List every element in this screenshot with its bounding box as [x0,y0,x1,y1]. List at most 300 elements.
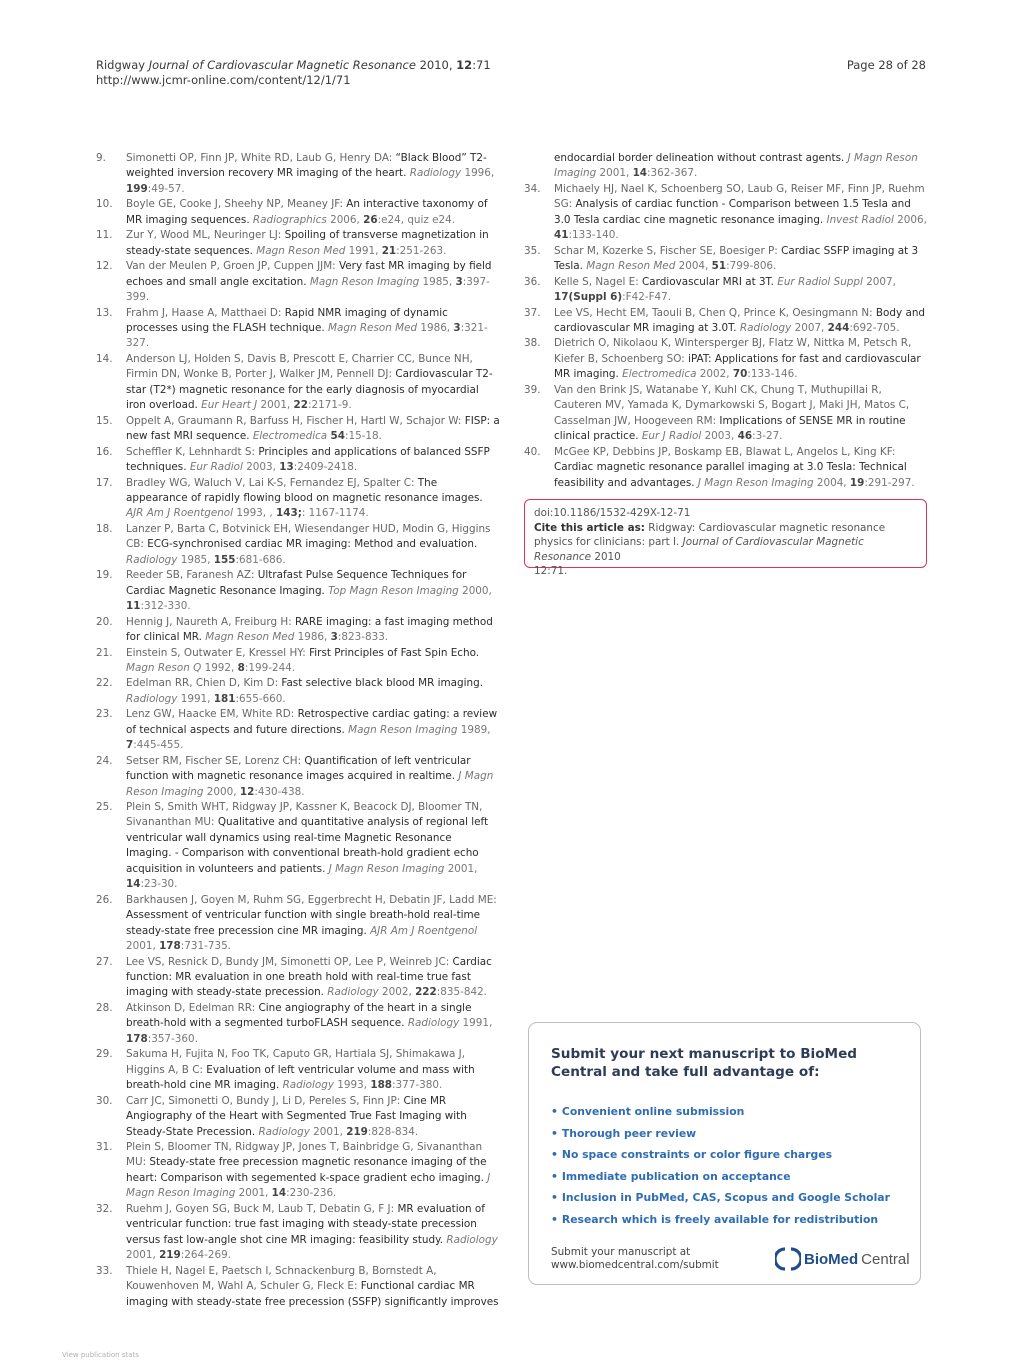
reference-year: 2002, [696,368,733,381]
reference-authors: Schar M, Kozerke S, Fischer SE, Boesiger P: [554,244,782,257]
reference-pages: :15-18. [344,430,382,443]
benefit-label: Immediate publication on acceptance [561,1169,791,1183]
reference-authors: Atkinson D, Edelman RR: [126,1001,259,1014]
reference-journal: Invest Radiol [826,213,894,226]
reference-volume: 11 [126,600,141,613]
reference-volume: 3 [453,321,461,334]
header-citation-line [96,58,926,73]
reference-journal: Eur Radiol Suppl [777,275,863,288]
reference-journal: Radiology [126,692,178,705]
reference-volume: 3 [455,275,463,288]
benefit-item[interactable] [551,1123,890,1145]
reference-title: Cine MR Angiography of the Heart with Segmented True Fast Imaging with Steady-State Precession. [126,1094,467,1138]
reference-volume: 3 [330,631,338,644]
reference-item [96,522,500,568]
header-volume: 12 [456,58,473,72]
reference-title: RARE imaging: a fast imaging method for clinical MR. [126,615,493,644]
reference-volume: 19 [849,476,865,489]
bullet-icon: • [551,1105,558,1118]
reference-journal: J Magn Reson Imaging [126,1171,491,1200]
reference-year: 2006, [326,213,364,226]
submit-footer-line1: Submit your manuscript at [551,1246,691,1258]
logo-text-biomed: BioMed [804,1250,859,1268]
reference-pages: :199-244. [244,661,296,674]
reference-journal: J Magn Reson Imaging [554,152,918,180]
reference-title: Cine angiography of the heart in a single breath-hold with a segmented turboFLASH sequence. [126,1001,472,1030]
reference-authors: Simonetti OP, Finn JP, White RD, Laub G, Henry DA: [126,152,396,164]
reference-title: Steady-state free precession magnetic resonance imaging of the heart: Comparison with segemented k-space gradient echo imaging. [126,1156,488,1184]
reference-title: MR evaluation of ventricular function: true fast imaging with steady-state precession versus fast low-angle shot cine MR imaging: feasibility study. [126,1202,485,1246]
reference-pages: :3-27. [752,430,783,443]
reference-item [524,445,928,491]
reference-item [96,306,500,352]
reference-item [524,275,928,306]
reference-year: 2002, [378,986,416,999]
running-header [96,58,926,88]
reference-authors: Plein S, Smith WHT, Ridgway JP, Kassner K, Beacock DJ, Bloomer TN, Sivananthan MU: [126,801,483,829]
reference-volume: 70 [732,368,748,381]
reference-item [96,1001,500,1047]
reference-title: Cardiovascular T2-star (T2*) magnetic resonance for the early diagnosis of myocardial iron overload. [126,368,493,412]
reference-year: 2001, [257,399,294,412]
benefit-label: Convenient online submission [561,1105,745,1118]
reference-authors: Plein S, Bloomer TN, Ridgway JP, Jones T, Bainbridge G, Sivananthan MU: [126,1141,483,1169]
reference-pages: :49-57. [147,182,185,195]
reference-number: 22. [96,677,113,690]
reference-volume: 199 [126,182,148,195]
citation-article: :71. [547,565,568,577]
reference-authors: Carr JC, Simonetti O, Bundy J, Li D, Pereles S, Finn JP: [126,1094,404,1107]
reference-pages: :681-686. [235,553,286,566]
reference-authors: Zur Y, Wood ML, Neuringer LJ: [126,229,285,242]
reference-item [524,151,928,182]
reference-pages: :397-399. [126,275,490,304]
publication-stats-link[interactable]: View publication stats [62,1351,139,1359]
header-url[interactable]: http://www.jcmr-online.com/content/12/1/71 [96,73,351,87]
reference-pages: :F42-F47. [622,291,672,304]
reference-journal: Eur Heart J [201,399,258,412]
reference-authors: Einstein S, Outwater E, Kressel HY: [126,646,310,659]
reference-authors: Scheffler K, Lehnhardt S: [126,445,259,458]
reference-authors: Setser RM, Fischer SE, Lorenz CH: [126,754,305,767]
bullet-icon: • [551,1126,558,1140]
reference-number: 27. [96,955,113,968]
reference-authors: Van den Brink JS, Watanabe Y, Kuhl CK, Chung T, Muthupillai R, Cauteren MV, Yamada K, Dymarkowski S, Bogart J, Maki JH, Matos C, Casselman JW, Hoogeveen RM: [554,383,910,427]
reference-journal: Magn Reson Q [126,661,202,674]
reference-title: FISP: a new fast MRI sequence. [126,414,500,443]
reference-item [96,151,500,197]
reference-authors: Ruehm J, Goyen SG, Buck M, Laub T, Debatin G, F J: [126,1202,398,1215]
reference-year: 1991, [459,1017,493,1030]
reference-authors: Edelman RR, Chien D, Kim D: [126,677,282,690]
benefit-label: Research which is freely available for redistribution [561,1212,879,1226]
submit-footer [551,1246,719,1272]
reference-volume: 178 [159,940,181,953]
reference-volume: 155 [213,553,236,566]
reference-pages: :23-30. [140,878,178,891]
reference-number: 33. [96,1264,113,1277]
reference-title: Spoiling of transverse magnetization in steady-state sequences. [126,229,489,257]
reference-number: 23. [96,708,113,721]
benefit-item[interactable] [551,1187,890,1209]
reference-journal: Electromedica [622,368,697,381]
reference-title: iPAT: Applications for fast and cardiovascular MR imaging. [554,352,921,381]
reference-year: 1989, [457,723,491,736]
benefit-item[interactable] [551,1209,890,1231]
reference-item [96,476,500,522]
reference-number: 30. [96,1094,113,1107]
reference-number: 12. [96,260,113,273]
header-author: Ridgway [96,58,146,72]
header-article: :71 [472,58,491,72]
reference-authors: Bradley WG, Waluch V, Lai K-S, Fernandez EJ, Spalter C: [126,476,418,489]
reference-item [96,228,500,259]
reference-year: 1991, [177,692,214,705]
reference-pages: :828-834. [367,1125,419,1138]
citation-year: 2010 [591,550,621,563]
reference-item [96,955,500,1001]
reference-journal: J Magn Reson Imaging [328,862,445,875]
bullet-icon: • [551,1148,558,1161]
reference-item [96,352,500,414]
reference-number: 21. [96,646,113,659]
reference-item [96,615,500,646]
reference-authors: Anderson LJ, Holden S, Davis B, Prescott E, Charrier CC, Bunce NH, Firmin DN, Wonke B, Porter J, Walker JM, Pennell DJ: [126,352,473,381]
reference-number: 15. [96,414,113,427]
biomed-central-logo-icon [775,1246,801,1272]
benefit-label: No space constraints or color figure charges [561,1148,832,1161]
reference-number: 29. [96,1048,113,1061]
reference-journal: Radiology [327,986,379,999]
references-right-column [524,151,928,491]
reference-volume: 26 [363,213,378,226]
reference-number: 34. [524,182,541,195]
reference-volume: 41 [554,229,569,242]
benefit-item[interactable] [551,1144,890,1166]
reference-pages: :133-146. [747,368,798,381]
reference-pages: :291-297. [864,476,915,489]
reference-title: Assessment of ventricular function with single breath-hold real-time steady-state free precession cine MR imaging. [126,909,481,937]
bullet-icon: • [551,1169,558,1183]
citation-box [524,499,927,577]
reference-pages: :230-236. [286,1187,337,1200]
reference-year: 2001, [444,862,478,875]
citation-body: Ridgway: Cardiovascular magnetic resonance physics for clinicians: part I. [534,521,886,548]
reference-title: Cardiac magnetic resonance parallel imaging at 3.0 Tesla: Technical feasibility and advantages. [554,461,907,489]
reference-journal: Magn Reson Imaging [348,723,458,736]
reference-journal: Magn Reson Med [256,244,346,257]
reference-item [96,893,500,955]
reference-number: 32. [96,1202,113,1215]
reference-volume: 219 [346,1125,368,1138]
reference-authors: Reeder SB, Faranesh AZ: [126,569,258,582]
reference-number: 38. [524,337,541,350]
reference-title: Principles and applications of balanced SSFP techniques. [126,445,490,474]
benefit-item[interactable] [551,1166,890,1188]
reference-journal: Radiology [739,321,792,334]
reference-number: 9. [96,152,106,164]
reference-title: Fast selective black blood MR imaging. [281,677,484,690]
biomed-central-logo [775,1246,910,1272]
reference-journal: Eur J Radiol [641,430,702,443]
reference-number: 36. [524,275,541,288]
header-journal: Journal of Cardiovascular Magnetic Resonance [148,58,416,72]
reference-title: Cardiovascular MRI at 3T. [642,275,778,288]
reference-journal: Radiographics [252,213,327,226]
reference-number: 40. [524,445,541,458]
reference-pages: : 1167-1174. [301,507,369,520]
reference-volume: 7 [126,739,134,752]
reference-journal: Radiology [258,1125,310,1138]
reference-item [96,568,500,614]
reference-year: 2000, [458,584,492,597]
reference-volume: 14 [126,878,141,891]
header-year: 2010, [419,58,453,72]
reference-title: First Principles of Fast Spin Echo. [309,646,480,659]
reference-volume: 12 [239,785,255,798]
reference-number: 20. [96,615,113,628]
reference-title: ECG-synchronised cardiac MR imaging: Method and evaluation. [147,538,478,551]
citation-journal: Journal of Cardiovascular Magnetic Resonance [534,536,864,563]
reference-year: 2001, [235,1187,272,1200]
reference-item [96,1140,500,1202]
reference-title: Cardiac SSFP imaging at 3 Tesla. [554,244,919,273]
reference-year: 1986, [417,321,454,334]
reference-journal: Radiology [126,553,178,566]
reference-volume: 51 [711,260,727,273]
reference-pages: :655-660. [235,692,286,705]
reference-authors: Lee VS, Hecht EM, Taouli B, Chen Q, Prince K, Oesingmann N: [554,306,876,319]
reference-authors: Lenz GW, Haacke EM, White RD: [126,708,298,721]
reference-title: Ultrafast Pulse Sequence Techniques for Cardiac Magnetic Resonance Imaging. [126,569,467,597]
reference-title: “Black Blood” T2-weighted inversion recovery MR imaging of the heart. [126,152,487,180]
benefits-list [551,1101,890,1230]
reference-journal: Electromedica [252,430,328,443]
reference-authors: Van der Meulen P, Groen JP, Cuppen JJM: [126,260,339,273]
reference-item [524,306,928,337]
reference-volume: 181 [213,692,236,705]
reference-authors: Frahm J, Haase A, Matthaei D: [126,306,285,319]
reference-item [524,336,928,382]
reference-journal: Magn Reson Imaging [309,275,420,288]
reference-year: 1991, [345,244,382,257]
benefit-label: Inclusion in PubMed, CAS, Scopus and Google Scholar [561,1191,890,1204]
reference-year: 1992, [201,661,238,674]
reference-title: Implications of SENSE MR in routine clinical practice. [554,414,906,443]
reference-number: 28. [96,1001,113,1014]
reference-number: 25. [96,801,113,814]
reference-number: 37. [524,306,541,319]
citation-doi[interactable]: doi:10.1186/1532-429X-12-71 [534,507,691,519]
reference-pages: :430-438. [254,785,305,798]
reference-title: Qualitative and quantitative analysis of regional left ventricular wall dynamics using real-time Magnetic Resonance Imaging. - Comparison with conventional breath-hold gradient echo acquisition in volunteers and patients. [126,816,489,875]
reference-journal: J Magn Reson Imaging [126,770,494,798]
reference-title: Evaluation of left ventricular volume and mass with breath-hold cine MR imaging. [126,1063,475,1092]
reference-year: 1996, [461,167,495,180]
reference-journal: AJR Am J Roentgenol [126,507,234,520]
reference-item [96,1264,500,1310]
reference-item [96,646,500,677]
reference-journal: Eur Radiol [189,461,243,474]
reference-volume: 244 [827,321,850,334]
reference-volume: 22 [293,399,309,412]
reference-year: 1986, [294,631,331,644]
reference-pages: :357-360. [147,1032,198,1045]
reference-title: Rapid NMR imaging of dynamic processes using the FLASH technique. [126,306,448,334]
reference-number: 24. [96,754,113,767]
reference-volume: 46 [737,430,753,443]
reference-item [96,445,500,476]
reference-pages: :264-269. [180,1249,231,1262]
reference-journal: Magn Reson Med [205,631,295,644]
reference-authors: Michaely HJ, Nael K, Schoenberg SO, Laub G, Reiser MF, Finn JP, Ruehm SG: [554,182,925,211]
reference-pages: :e24, quiz e24. [377,213,456,226]
reference-year: 2001, [596,167,633,180]
reference-number: 11. [96,229,113,242]
reference-title: Functional cardiac MR imaging with steady-state free precession (SSFP) significantly improves [126,1280,499,1308]
reference-year: 2003, [242,461,280,474]
reference-volume: 14 [271,1187,287,1200]
reference-pages: :445-455. [133,739,184,752]
reference-authors: Barkhausen J, Goyen M, Ruhm SG, Eggerbrecht H, Debatin JF, Ladd ME: [126,893,497,906]
benefit-item[interactable] [551,1101,890,1123]
reference-number: 35. [524,244,541,257]
reference-year: 2004, [675,260,712,273]
reference-title: Retrospective cardiac gating: a review of technical aspects and future directions. [126,708,498,736]
submit-url[interactable]: www.biomedcentral.com/submit [551,1259,719,1271]
reference-year: 2007, [862,275,896,288]
reference-year: 2000, [203,785,240,798]
reference-number: 26. [96,893,113,906]
reference-title: Body and cardiovascular MR imaging at 3.0T. [554,306,926,334]
reference-pages: :133-140. [568,229,619,242]
reference-year: 2001, [309,1125,347,1138]
reference-item [96,259,500,305]
reference-volume: 21 [381,244,397,257]
reference-title: An interactive taxonomy of MR imaging sequences. [126,198,488,226]
reference-volume: 143; [276,507,302,520]
reference-volume: 219 [159,1249,181,1262]
reference-authors: Dietrich O, Nikolaou K, Wintersperger BJ, Flatz W, Nittka M, Petsch R, Kiefer B, Schoenberg SO: [554,337,912,365]
reference-volume: 14 [632,167,648,180]
reference-year: 2001, [126,1249,160,1262]
reference-item [96,676,500,707]
reference-volume: 178 [126,1032,148,1045]
reference-journal: Radiology [409,167,462,180]
reference-volume: 54 [330,430,345,443]
reference-item [524,182,928,244]
reference-item [96,1094,500,1140]
reference-journal: Radiology [446,1233,498,1246]
reference-journal: Magn Reson Med [328,321,418,334]
reference-pages: :321-327. [126,321,488,350]
citation-volume: 12 [534,565,548,577]
reference-number: 14. [96,352,113,365]
reference-authors: Oppelt A, Graumann R, Barfuss H, Fischer H, Hartl W, Schajor W: [126,414,465,427]
reference-authors: Thiele H, Nagel E, Paetsch I, Schnackenburg B, Bornstedt A, Kouwenhoven M, Wahl A, Schuler G, Fleck E: [126,1264,437,1293]
reference-volume: 13 [279,461,294,474]
reference-year: 1985, [177,553,214,566]
reference-year: 2003, [701,430,738,443]
reference-title: The appearance of rapidly flowing blood on magnetic resonance images. [126,476,483,504]
reference-authors: Lee VS, Resnick D, Bundy JM, Simonetti OP, Lee P, Weinreb JC: [126,955,453,968]
reference-journal: Magn Reson Med [586,260,676,273]
reference-journal: J Magn Reson Imaging [697,476,814,489]
reference-item [96,1047,500,1093]
reference-pages: :823-833. [337,631,389,644]
citation-label: Cite this article as: [534,521,645,534]
reference-title: Very fast MR imaging by field echoes and small angle excitation. [126,260,492,288]
reference-item [96,1202,500,1264]
reference-number: 31. [96,1141,113,1153]
reference-title: endocardial border delineation without contrast agents. [554,152,848,164]
reference-year: 2001, [126,940,160,953]
reference-number: 39. [524,383,541,396]
reference-item [96,707,500,753]
reference-pages: :2409-2418. [293,461,358,474]
reference-pages: :377-380. [392,1079,443,1092]
submit-title: Submit your next manuscript to BioMed Central and take full advantage of: [551,1046,858,1080]
reference-number: 18. [96,522,113,535]
reference-item [524,244,928,275]
logo-text-central: Central [861,1250,910,1268]
reference-year: 2006, [893,213,927,226]
submit-manuscript-box [528,1022,921,1285]
reference-item [524,383,928,445]
reference-volume: 17(Suppl 6) [554,291,623,304]
reference-pages: :251-263. [396,244,447,257]
reference-authors: Kelle S, Nagel E: [554,275,643,288]
reference-number: 16. [96,445,113,458]
reference-pages: :731-735. [180,940,231,953]
reference-pages: :835-842. [436,986,487,999]
bullet-icon: • [551,1212,558,1226]
reference-number: 19. [96,569,113,582]
reference-title: Analysis of cardiac function - Comparison between 1.5 Tesla and 3.0 Tesla cardiac cine magnetic resonance imaging. [554,198,911,226]
citation-text [534,521,917,579]
reference-title: Cardiac function: MR evaluation in one breath hold with real-time true fast imaging with steady-state precession. [126,955,492,999]
reference-journal: Radiology [282,1079,334,1092]
reference-year: 2004, [813,476,850,489]
references-left-column [96,151,500,1310]
reference-pages: :362-367. [647,167,698,180]
reference-authors: Boyle GE, Cooke J, Sheehy NP, Meaney JF: [126,198,347,211]
reference-pages: :692-705. [849,321,900,334]
reference-item [96,800,500,893]
reference-journal: Top Magn Reson Imaging [328,584,459,597]
reference-volume: 222 [415,986,437,999]
reference-number: 10. [96,198,113,211]
reference-number: 17. [96,476,113,489]
reference-authors: McGee KP, Debbins JP, Boskamp EB, Blawat L, Angelos L, King KF: [554,445,896,458]
reference-year: 1993, , [233,507,277,520]
bullet-icon: • [551,1191,558,1204]
reference-journal: Radiology [407,1017,460,1030]
benefit-label: Thorough peer review [561,1126,697,1140]
reference-authors: Hennig J, Naureth A, Freiburg H: [126,615,295,628]
reference-year: 2007, [791,321,828,334]
reference-volume: 8 [237,661,245,674]
reference-volume: 188 [370,1079,393,1092]
reference-pages: :799-806. [726,260,777,273]
reference-authors: Lanzer P, Barta C, Botvinick EH, Wiesendanger HUD, Modin G, Higgins CB: [126,522,491,551]
reference-item [96,197,500,228]
reference-item [96,754,500,800]
reference-pages: :2171-9. [308,399,352,412]
page-number: Page 28 of 28 [846,58,926,72]
reference-year: 1985, [419,275,456,288]
reference-title: Quantification of left ventricular function with magnetic resonance images acquired in realtime. [126,754,471,783]
